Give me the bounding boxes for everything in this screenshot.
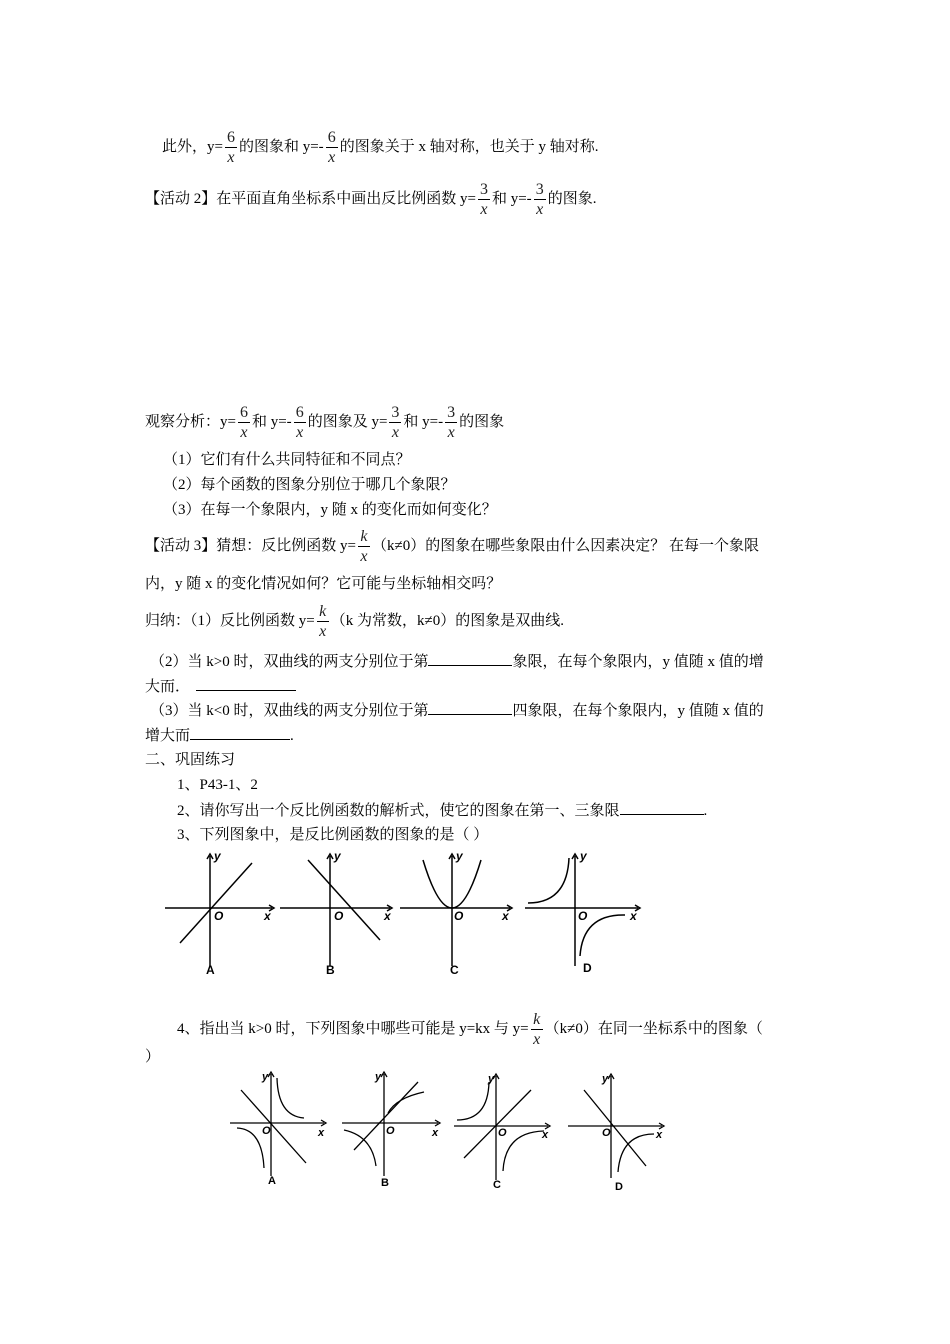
fraction-3-over-x: $\frac{3}{x}$: [479, 181, 488, 218]
y-axis-label: y: [602, 1073, 609, 1085]
activity-3: 【活动 3】猜想：反比例函数 y= $\frac{k}{x}$ （k≠0）的图象在哪些象限由什么因素决定？ 在每一个象限: [145, 528, 759, 565]
question-2: （2）每个函数的图象分别位于哪几个象限？: [163, 477, 456, 493]
exercise-4-line-2: ）: [145, 1049, 161, 1065]
x-axis-label: x: [656, 1129, 663, 1141]
answer-blank[interactable]: [428, 651, 512, 666]
exercise-3-graphs: [160, 848, 650, 978]
fraction: $\frac{3}{x}$: [391, 404, 400, 441]
induction-3-line-2: 增大而 .: [145, 725, 294, 746]
answer-blank[interactable]: [190, 725, 290, 740]
x-axis-label: x: [502, 909, 509, 923]
exercise-3: 3、下列图象中，是反比例函数的图象的是（ ）: [177, 827, 489, 843]
y-axis-label: y: [375, 1071, 382, 1083]
paragraph-symmetry: 此外，y= $\frac{6}{x}$ 的图象和 y=- $\frac{6}{x}$ 的图象关于 x 轴对称，也关于 y 轴对称.: [162, 129, 599, 166]
induction-1: 归纳：（1）反比例函数 y= $\frac{k}{x}$ （k 为常数，k≠0）的图象是双曲线.: [145, 603, 564, 640]
answer-blank[interactable]: [196, 676, 296, 691]
question-1: （1）它们有什么共同特征和不同点？: [163, 452, 411, 468]
option-label-c: C: [450, 963, 459, 977]
x-axis-label: x: [630, 909, 637, 923]
origin-label: O: [214, 909, 224, 923]
option-label-d: D: [615, 1181, 623, 1193]
activity-3-line-2: 内，y 随 x 的变化情况如何？它可能与坐标轴相交吗？: [145, 576, 502, 592]
y-axis-label: y: [334, 849, 341, 863]
fraction-6-over-x: $\frac{6}{x}$: [327, 129, 336, 166]
fraction: $\frac{6}{x}$: [239, 404, 248, 441]
exercise-2: 2、请你写出一个反比例函数的解析式，使它的图象在第一、三象限 .: [177, 800, 707, 821]
option-label-c: C: [493, 1179, 501, 1191]
fraction-k-over-x: $\frac{k}{x}$: [531, 1010, 543, 1049]
option-label-d: D: [583, 961, 592, 975]
x-axis-label: x: [264, 909, 271, 923]
activity-2: 【活动 2】在平面直角坐标系中画出反比例函数 y= $\frac{3}{x}$ 和 y=- $\frac{3}{x}$ 的图象.: [145, 181, 597, 218]
induction-2: （2）当 k>0 时，双曲线的两支分别位于第 象限，在每个象限内，y 值随 x 值的增: [150, 651, 764, 672]
origin-label: O: [454, 909, 464, 923]
y-axis-label: y: [214, 849, 221, 863]
fraction-k-over-x: $\frac{k}{x}$: [358, 527, 370, 566]
fraction-6-over-x: $\frac{6}{x}$: [226, 129, 235, 166]
answer-blank[interactable]: [620, 800, 704, 815]
origin-label: O: [386, 1125, 395, 1137]
option-label-b: B: [381, 1177, 389, 1189]
origin-label: O: [498, 1127, 507, 1139]
x-axis-label: x: [384, 909, 391, 923]
option-label-b: B: [326, 963, 335, 977]
origin-label: O: [262, 1125, 271, 1137]
option-label-a: A: [268, 1175, 276, 1187]
y-axis-label: y: [456, 849, 463, 863]
answer-blank[interactable]: [428, 700, 512, 715]
origin-label: O: [578, 909, 588, 923]
exercise-4: 4、指出当 k>0 时，下列图象中哪些可能是 y=kx 与 y= $\frac{k}{x}$ （k≠0）在同一坐标系中的图象（: [177, 1011, 763, 1048]
fraction-k-over-x: $\frac{k}{x}$: [317, 602, 329, 641]
y-axis-label: y: [488, 1073, 495, 1085]
induction-2-line-2: 大而．: [145, 676, 296, 697]
exercise-1: 1、P43-1、2: [177, 777, 258, 793]
origin-label: O: [602, 1127, 611, 1139]
option-label-a: A: [206, 963, 215, 977]
fraction: $\frac{3}{x}$: [447, 404, 456, 441]
fraction-3-over-x: $\frac{3}{x}$: [535, 181, 544, 218]
y-axis-label: y: [580, 849, 587, 863]
graph-a: [230, 1072, 326, 1176]
x-axis-label: x: [318, 1127, 325, 1139]
graph-b: [342, 1072, 440, 1176]
y-axis-label: y: [262, 1071, 269, 1083]
graph-d: [568, 1074, 664, 1178]
question-3: （3）在每一个象限内，y 随 x 的变化而如何变化？: [163, 502, 497, 518]
observation-analysis: 观察分析：y= $\frac{6}{x}$ 和 y=- $\frac{6}{x}$ 的图象及 y= $\frac{3}{x}$ 和 y=- $\frac{3}{x}$ 的图象: [145, 404, 505, 441]
origin-label: O: [334, 909, 344, 923]
section-2-heading: 二、巩固练习: [145, 752, 236, 768]
induction-3: （3）当 k<0 时，双曲线的两支分别位于第 四象限，在每个象限内，y 值随 x 值的: [150, 700, 764, 721]
x-axis-label: x: [432, 1127, 439, 1139]
fraction: $\frac{6}{x}$: [295, 404, 304, 441]
x-axis-label: x: [542, 1129, 549, 1141]
exercise-4-graphs: [226, 1068, 666, 1193]
